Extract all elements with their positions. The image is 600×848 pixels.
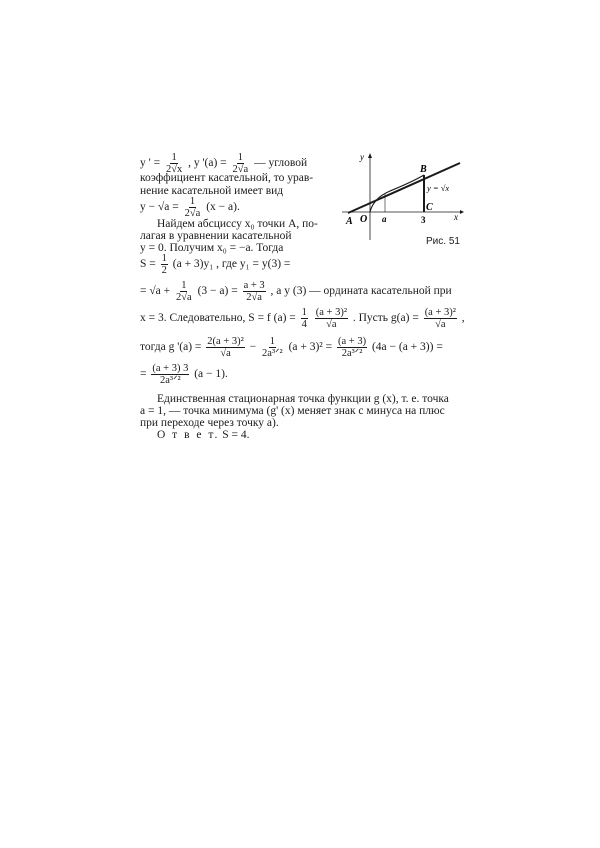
fraction: $\frac{1}{2√x}$ (165, 152, 183, 175)
origin-label: O (360, 214, 368, 225)
text-line-3: нение касательной имеет вид (140, 185, 284, 197)
a-tick-label: a (382, 214, 387, 224)
fraction: $\frac{(a + 3) 3}{\text{2a³ᐟ²}}$ (152, 363, 189, 386)
text-fragment: (a + 3)y₁ , где y₁ = y(3) = (172, 258, 291, 271)
derivative-label: y ' = (140, 157, 161, 170)
fraction: $\frac{\text{2(a + 3)²}}{√a}$ (207, 336, 244, 359)
fraction: $\frac{(a + 3)}{\text{2a³ᐟ²}}$ (338, 336, 367, 359)
sqrt-curve (370, 175, 424, 212)
fraction: $\frac{1}{4}$ (301, 307, 307, 330)
fraction: $\frac{1}{2}$ (161, 253, 167, 276)
text-fragment: (a − 1). (194, 368, 228, 381)
formula-line-11 (140, 336, 443, 359)
equation-left: y − √a = (140, 201, 179, 214)
fraction: $\frac{\text{(a + 3)²}}{√a}$ (424, 307, 456, 330)
text-fragment: — угловой (254, 157, 308, 170)
figure-51 (338, 150, 470, 246)
point-a-label: A (346, 216, 353, 227)
text-line-13: Единственная стационарная точка функции g (x), т. е. точка (157, 393, 449, 405)
fraction: $\frac{1}{2√a}$ (184, 196, 201, 219)
area-formula (140, 253, 290, 276)
text-fragment: = √a + (140, 285, 171, 298)
text-line-14: a = 1, — точка минимума (g' (x) меняет знак с минуса на плюс (140, 405, 445, 417)
answer-line (157, 429, 250, 441)
figure-caption: Рис. 51 (426, 236, 460, 247)
text-fragment: . Пусть g(a) = (352, 312, 419, 325)
fraction: $\frac{\text{(a + 3)²}}{√a}$ (315, 307, 347, 330)
text-fragment: = (140, 368, 147, 381)
x-axis-arrow (460, 210, 464, 214)
fraction: $\frac{a + 3}{2√a}$ (243, 280, 265, 303)
equation-right: (x − a). (206, 201, 240, 214)
text-line-2: коэффициент касательной, то урав- (140, 172, 314, 184)
curve-label: y = √x (427, 183, 450, 193)
point-c-label: C (426, 202, 433, 213)
text-line-6: лагая в уравнении касательной (140, 230, 292, 242)
text-line-7: y = 0. Получим x₀ = −a. Тогда (140, 242, 284, 254)
point-b-label: B (420, 164, 427, 175)
formula-line-9 (140, 280, 452, 303)
fraction: $\frac{1}{\text{2a³ᐟ²}}$ (262, 336, 283, 359)
derivative-at-a: , y '(a) = (188, 157, 227, 170)
fraction: $\frac{1}{2√a}$ (232, 152, 249, 175)
text-fragment: x = 3. Следовательно, S = f (a) = (140, 312, 296, 325)
formula-line-12 (140, 363, 228, 386)
text-line-5: Найдем абсциссу x₀ точки A, по- (157, 218, 318, 230)
x-axis-label: x (454, 212, 458, 222)
area-label: S = (140, 258, 156, 271)
tangent-equation (140, 196, 240, 219)
y-axis-label: y (360, 152, 364, 162)
text-fragment: (4a − (a + 3)) = (371, 341, 443, 354)
formula-line-10 (140, 307, 465, 330)
answer-label: О т в е т. (157, 429, 220, 441)
text-fragment: , (461, 312, 465, 325)
text-line-15: при переходе через точку a). (140, 417, 279, 429)
answer-value: S = 4. (222, 429, 250, 441)
text-fragment: (3 − a) = (197, 285, 238, 298)
y-axis-arrow (368, 153, 372, 158)
text-fragment: (a + 3)² = (288, 341, 333, 354)
text-fragment: , а y (3) — ордината касательной при (270, 285, 452, 298)
text-fragment: − (249, 341, 257, 354)
text-fragment: тогда g '(a) = (140, 341, 202, 354)
fraction: $\frac{1}{2√a}$ (176, 280, 192, 303)
three-tick-label: 3 (421, 215, 426, 225)
